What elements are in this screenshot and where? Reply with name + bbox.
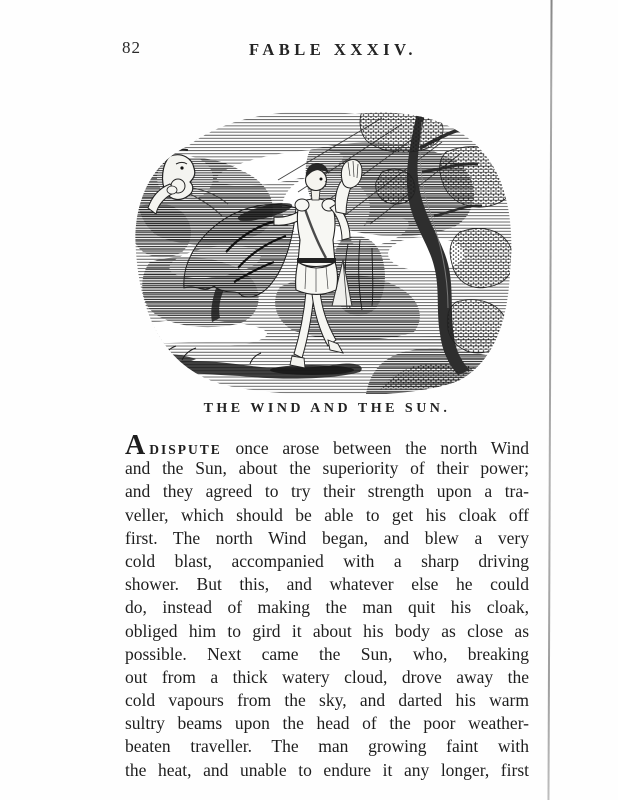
- body-line: and the Sun, about the superiority of their power;: [125, 458, 529, 479]
- small-caps-word: DISPUTE: [149, 442, 222, 457]
- body-line: do, instead of making the man quit his cloak,: [125, 597, 529, 618]
- body-line: shower. But this, and whatever else he could: [125, 574, 529, 595]
- drop-cap: A: [125, 430, 146, 461]
- body-line: out from a thick watery cloud, drove away the: [125, 666, 529, 687]
- wood-engraving-wind-and-sun: [130, 112, 514, 394]
- body-line: cold blast, accompanied with a sharp driving: [125, 550, 529, 571]
- running-header: FABLE XXXIV.: [249, 40, 417, 59]
- illustration-caption: THE WIND AND THE SUN.: [203, 401, 451, 416]
- page-edge-scan-line: [547, 0, 553, 800]
- body-line: sultry beams upon the head of the poor weather-: [125, 713, 529, 734]
- body-line: obliged him to gird it about his body as close as: [125, 620, 529, 641]
- page-number: 82: [122, 38, 141, 57]
- body-line: cold vapours from the sky, and darted his warm: [125, 690, 529, 711]
- fable-illustration: [130, 112, 514, 396]
- first-line-rest: once arose between the north Wind: [221, 438, 529, 458]
- body-line: veller, which should be able to get his cloak off: [125, 504, 529, 525]
- body-line: the heat, and unable to endure it any longer, first: [125, 759, 529, 780]
- body-line: and they agreed to try their strength upon a tra-: [125, 481, 529, 502]
- body-line: possible. Next came the Sun, who, breaking: [125, 643, 529, 664]
- body-line: beaten traveller. The man growing faint with: [125, 736, 529, 757]
- body-line: first. The north Wind began, and blew a very: [125, 527, 529, 548]
- body-line-first: [125, 430, 529, 461]
- fable-text: [125, 430, 529, 782]
